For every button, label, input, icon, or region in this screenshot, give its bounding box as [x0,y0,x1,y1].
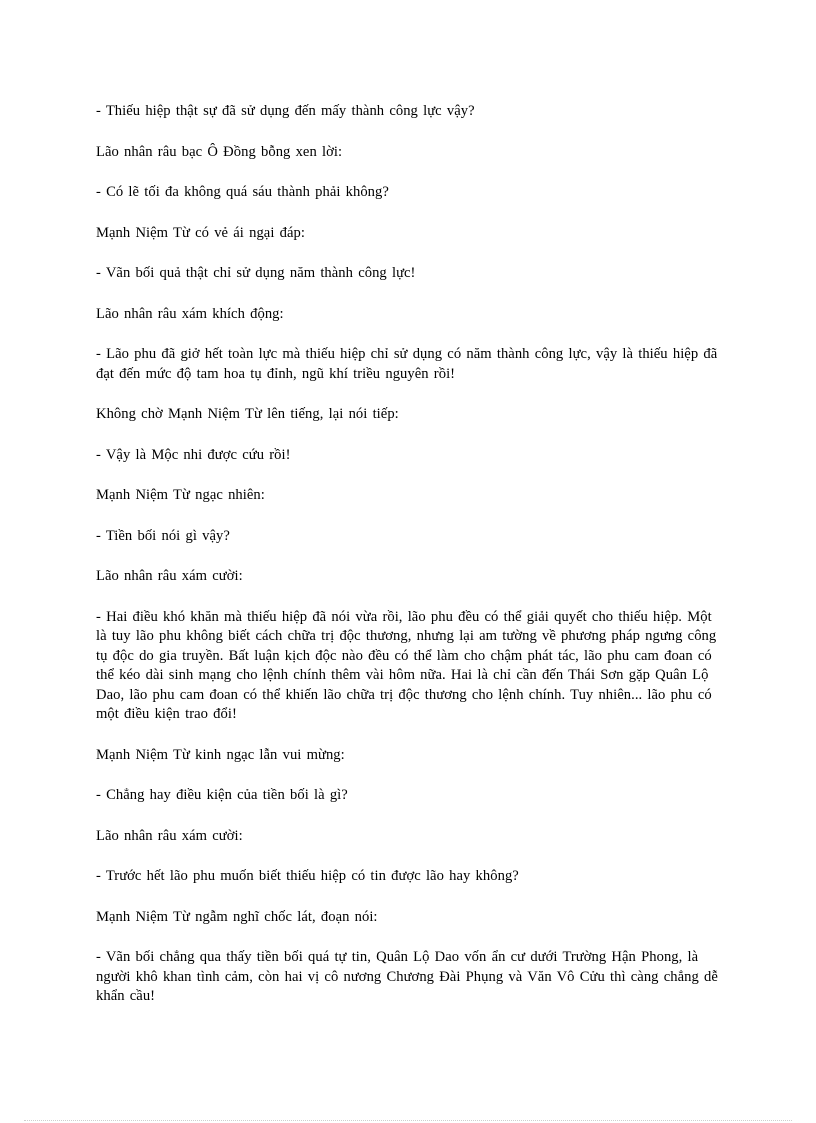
paragraph-15: - Chẳng hay điều kiện của tiền bối là gì? [96,787,348,803]
paragraph-18: Mạnh Niệm Từ ngẫm nghĩ chốc lát, đoạn nói: [96,908,378,925]
paragraph-13: - Hai điều khó khăn mà thiếu hiệp đã nói vừa rồi, lão phu đều có thể giải quyết cho thiếu hiệp. Một là tuy lão phu không biết cách chữa trị độc thương, nhưng lại am tường về phương pháp ngưng công tụ độc do gia truyền. Bất luận kịch độc nào đều có thể làm cho chậm phát tác, lão phu cam đoan có thể kéo dài sinh mạng cho lệnh chính thêm vài hôm nữa. Hai là chỉ cần đến Thái Sơn gặp Quân Lộ Dao, lão phu cam đoan có thể khiến lão chữa trị độc thương cho lệnh chính. Tuy nhiên... lão phu có một điều kiện trao đổi! [96,608,717,722]
paragraph-19: - Vãn bối chẳng qua thấy tiền bối quá tự tin, Quân Lộ Dao vốn ẩn cư dưới Trường Hận Phong, là người khô khan tình cảm, còn hai vị cô nương Chương Đài Phụng và Văn Vô Cửu thì càng chẳng dễ khẩn cầu! [96,949,718,1004]
paragraph-6: Lão nhân râu xám khích động: [96,305,284,322]
paragraph-14: Mạnh Niệm Từ kinh ngạc lẫn vui mừng: [96,746,345,763]
paragraph-7: - Lão phu đã giở hết toàn lực mà thiếu hiệp chỉ sử dụng có năm thành công lực, vậy là thiếu hiệp đã đạt đến mức độ tam hoa tụ đỉnh, ngũ khí triều nguyên rồi! [96,346,718,382]
paragraph-11: - Tiền bối nói gì vậy? [96,527,230,544]
page-bottom-divider [24,1120,792,1121]
document-page [96,102,726,1028]
paragraph-1: - Thiếu hiệp thật sự đã sử dụng đến mấy thành công lực vậy? [96,103,475,119]
paragraph-2: Lão nhân râu bạc Ô Đồng bỗng xen lời: [96,143,343,160]
paragraph-16: Lão nhân râu xám cười: [96,827,243,844]
paragraph-17: - Trước hết lão phu muốn biết thiếu hiệp có tin được lão hay không? [96,868,519,884]
paragraph-12: Lão nhân râu xám cười: [96,568,243,584]
paragraph-3: - Có lẽ tối đa không quá sáu thành phải không? [96,184,389,200]
paragraph-8: Không chờ Mạnh Niệm Từ lên tiếng, lại nói tiếp: [96,406,399,422]
paragraph-10: Mạnh Niệm Từ ngạc nhiên: [96,487,265,503]
paragraph-9: - Vậy là Mộc nhi được cứu rồi! [96,446,291,463]
paragraph-4: Mạnh Niệm Từ có vẻ ái ngại đáp: [96,224,305,241]
paragraph-5: - Vãn bối quả thật chỉ sử dụng năm thành công lực! [96,265,416,281]
